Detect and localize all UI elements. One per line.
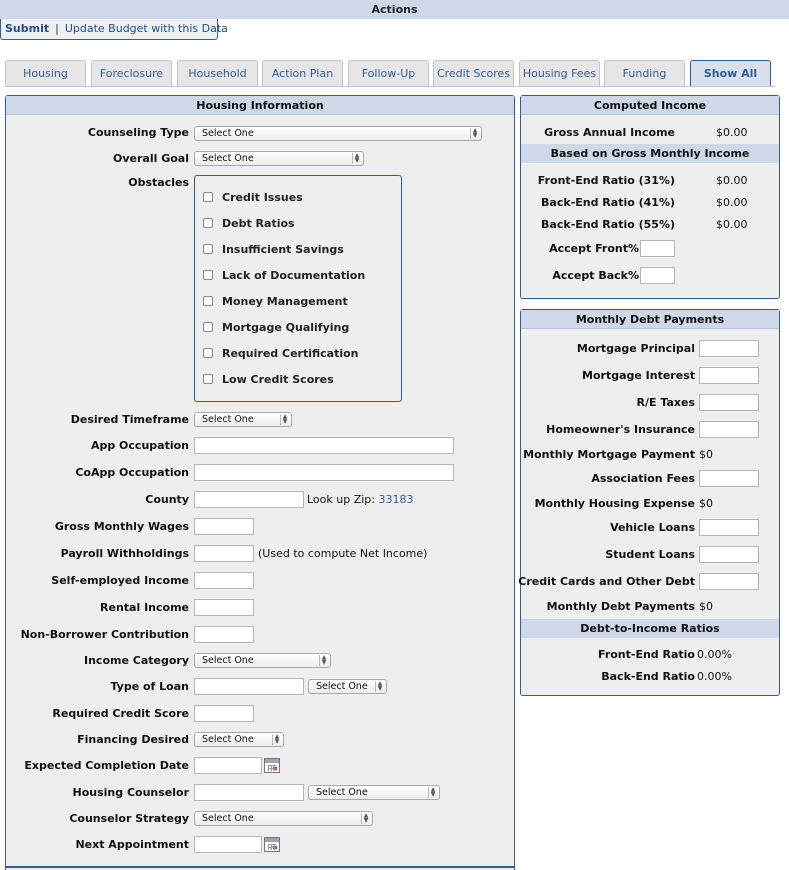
tab-divider [5, 86, 775, 87]
checkbox-icon[interactable] [203, 322, 213, 332]
obstacle-low-credit-scores[interactable]: Low Credit Scores [203, 373, 334, 387]
income-category-label: Income Category [84, 654, 189, 667]
dti-title: Debt-to-Income Ratios [521, 619, 779, 638]
county-label: County [145, 493, 189, 506]
type-of-loan-input[interactable] [194, 678, 304, 695]
obstacle-mortgage-qualifying[interactable]: Mortgage Qualifying [203, 321, 349, 335]
lookup-zip: Look up Zip: 33183 [307, 493, 414, 506]
front-end-31-value: $0.00 [716, 174, 748, 187]
select-arrows-icon: ▲ ▼ [428, 787, 437, 798]
type-of-loan-select[interactable]: Select One ▲ ▼ [308, 679, 387, 694]
monthly-debt-payments-value: $0 [699, 600, 713, 613]
panel-bottom-rule [5, 866, 515, 868]
select-arrows-icon: ▲ ▼ [272, 734, 281, 745]
select-arrows-icon: ▲ ▼ [319, 655, 328, 666]
housing-information-title: Housing Information [6, 96, 514, 115]
checkbox-icon[interactable] [203, 374, 213, 384]
association-fees-label: Association Fees [591, 472, 695, 485]
front-end-ratio-label: Front-End Ratio [598, 648, 695, 661]
coapp-occupation-label: CoApp Occupation [75, 466, 189, 479]
checkbox-icon[interactable] [203, 348, 213, 358]
gross-annual-income-value: $0.00 [716, 126, 748, 139]
self-employed-income-input[interactable] [194, 572, 254, 589]
type-of-loan-label: Type of Loan [110, 680, 189, 693]
vehicle-loans-input[interactable] [699, 519, 759, 536]
actions-links [5, 22, 228, 35]
obstacle-credit-issues[interactable]: Credit Issues [203, 191, 303, 205]
select-arrows-icon: ▲ ▼ [375, 681, 384, 692]
gross-monthly-wages-label: Gross Monthly Wages [54, 520, 189, 533]
mortgage-interest-input[interactable] [699, 367, 759, 384]
gross-annual-income-label: Gross Annual Income [544, 126, 675, 139]
desired-timeframe-label: Desired Timeframe [70, 413, 189, 426]
checkbox-icon[interactable] [203, 192, 213, 202]
based-on-gross-title: Based on Gross Monthly Income [521, 144, 779, 163]
tab-funding[interactable]: Funding [604, 60, 685, 86]
credit-cards-input[interactable] [699, 573, 759, 590]
required-credit-score-input[interactable] [194, 705, 254, 722]
payroll-note: (Used to compute Net Income) [258, 547, 428, 560]
mortgage-principal-input[interactable] [699, 340, 759, 357]
income-category-select[interactable]: Select One ▲ ▼ [194, 653, 331, 668]
select-arrows-icon: ▲ ▼ [280, 414, 289, 425]
calendar-icon[interactable] [264, 758, 280, 773]
financing-desired-label: Financing Desired [77, 733, 189, 746]
app-occupation-label: App Occupation [90, 439, 189, 452]
monthly-mortgage-payment-value: $0 [699, 448, 713, 461]
required-credit-score-label: Required Credit Score [52, 707, 189, 720]
association-fees-input[interactable] [699, 470, 759, 487]
back-end-55-value: $0.00 [716, 218, 748, 231]
tab-foreclosure[interactable]: Foreclosure [91, 60, 172, 86]
vehicle-loans-label: Vehicle Loans [610, 521, 695, 534]
checkbox-icon[interactable] [203, 244, 213, 254]
homeowners-insurance-input[interactable] [699, 421, 759, 438]
obstacle-debt-ratios[interactable]: Debt Ratios [203, 217, 295, 231]
tab-action-plan[interactable]: Action Plan [262, 60, 343, 86]
accept-back-input[interactable] [640, 267, 675, 284]
housing-counselor-select[interactable]: Select One ▲ ▼ [308, 785, 440, 800]
non-borrower-contribution-input[interactable] [194, 626, 254, 643]
back-end-41-value: $0.00 [716, 196, 748, 209]
front-end-31-label: Front-End Ratio (31%) [537, 174, 675, 187]
obstacles-label: Obstacles [128, 176, 189, 189]
coapp-occupation-input[interactable] [194, 464, 454, 481]
obstacles-box [194, 175, 402, 402]
actions-title: Actions [0, 0, 789, 19]
expected-completion-date-input[interactable] [194, 757, 262, 774]
back-end-ratio-value: 0.00% [697, 670, 732, 683]
submit-link[interactable]: Submit [5, 22, 50, 35]
obstacle-required-certification[interactable]: Required Certification [203, 347, 359, 361]
student-loans-label: Student Loans [605, 548, 695, 561]
checkbox-icon[interactable] [203, 296, 213, 306]
tab-credit-scores[interactable]: Credit Scores [433, 60, 514, 86]
counseling-type-select[interactable]: Select One ▲ ▼ [194, 126, 482, 141]
obstacle-lack-of-documentation[interactable]: Lack of Documentation [203, 269, 365, 283]
checkbox-icon[interactable] [203, 218, 213, 228]
credit-cards-label: Credit Cards and Other Debt [518, 575, 695, 588]
expected-completion-date-label: Expected Completion Date [24, 759, 189, 772]
accept-front-label: Accept Front% [549, 242, 639, 255]
monthly-housing-expense-label: Monthly Housing Expense [534, 497, 695, 510]
next-appointment-label: Next Appointment [75, 838, 189, 851]
overall-goal-select[interactable]: Select One ▲ ▼ [194, 151, 364, 166]
actions-separator: | [55, 22, 59, 35]
monthly-debt-payments-label: Monthly Debt Payments [546, 600, 695, 613]
payroll-withholdings-label: Payroll Withholdings [60, 547, 189, 560]
re-taxes-input[interactable] [699, 394, 759, 411]
front-end-ratio-value: 0.00% [697, 648, 732, 661]
monthly-debt-title: Monthly Debt Payments [521, 310, 779, 329]
tab-show-all[interactable]: Show All [690, 60, 771, 87]
select-arrows-icon: ▲ ▼ [361, 813, 370, 824]
desired-timeframe-select[interactable]: Select One ▲ ▼ [194, 412, 292, 427]
back-end-55-label: Back-End Ratio (55%) [541, 218, 675, 231]
accept-back-label: Accept Back% [552, 269, 639, 282]
financing-desired-select[interactable]: Select One ▲ ▼ [194, 732, 284, 747]
obstacle-insufficient-savings[interactable]: Insufficient Savings [203, 243, 344, 257]
accept-front-input[interactable] [640, 240, 675, 257]
actions-box [0, 0, 418, 40]
app-occupation-input[interactable] [194, 437, 454, 454]
counseling-type-label: Counseling Type [87, 126, 189, 139]
mortgage-principal-label: Mortgage Principal [576, 342, 695, 355]
student-loans-input[interactable] [699, 546, 759, 563]
non-borrower-contribution-label: Non-Borrower Contribution [20, 628, 189, 641]
zip-link[interactable]: 33183 [378, 493, 414, 506]
rental-income-input[interactable] [194, 599, 254, 616]
tab-follow-up[interactable]: Follow-Up [348, 60, 429, 86]
monthly-mortgage-payment-label: Monthly Mortgage Payment [523, 448, 695, 461]
counselor-strategy-label: Counselor Strategy [69, 812, 189, 825]
homeowners-insurance-label: Homeowner's Insurance [546, 423, 695, 436]
computed-income-title: Computed Income [521, 96, 779, 115]
tab-housing-fees[interactable]: Housing Fees [519, 60, 600, 86]
back-end-ratio-label: Back-End Ratio [601, 670, 695, 683]
obstacle-money-management[interactable]: Money Management [203, 295, 348, 309]
tab-housing[interactable]: Housing [5, 60, 86, 86]
tab-household[interactable]: Household [177, 60, 258, 86]
re-taxes-label: R/E Taxes [636, 396, 695, 409]
housing-counselor-label: Housing Counselor [72, 786, 189, 799]
county-input[interactable] [194, 491, 304, 508]
checkbox-icon[interactable] [203, 270, 213, 280]
back-end-41-label: Back-End Ratio (41%) [541, 196, 675, 209]
housing-counselor-input[interactable] [194, 784, 304, 801]
update-budget-link[interactable]: Update Budget with this Data [64, 22, 228, 35]
overall-goal-label: Overall Goal [113, 152, 189, 165]
monthly-housing-expense-value: $0 [699, 497, 713, 510]
payroll-withholdings-input[interactable] [194, 545, 254, 562]
next-appointment-input[interactable] [194, 836, 262, 853]
self-employed-income-label: Self-employed Income [51, 574, 189, 587]
select-arrows-icon: ▲ ▼ [470, 128, 479, 139]
counselor-strategy-select[interactable]: Select One ▲ ▼ [194, 811, 373, 826]
gross-monthly-wages-input[interactable] [194, 518, 254, 535]
mortgage-interest-label: Mortgage Interest [582, 369, 695, 382]
select-arrows-icon: ▲ ▼ [352, 153, 361, 164]
rental-income-label: Rental Income [100, 601, 189, 614]
calendar-icon[interactable] [264, 837, 280, 852]
